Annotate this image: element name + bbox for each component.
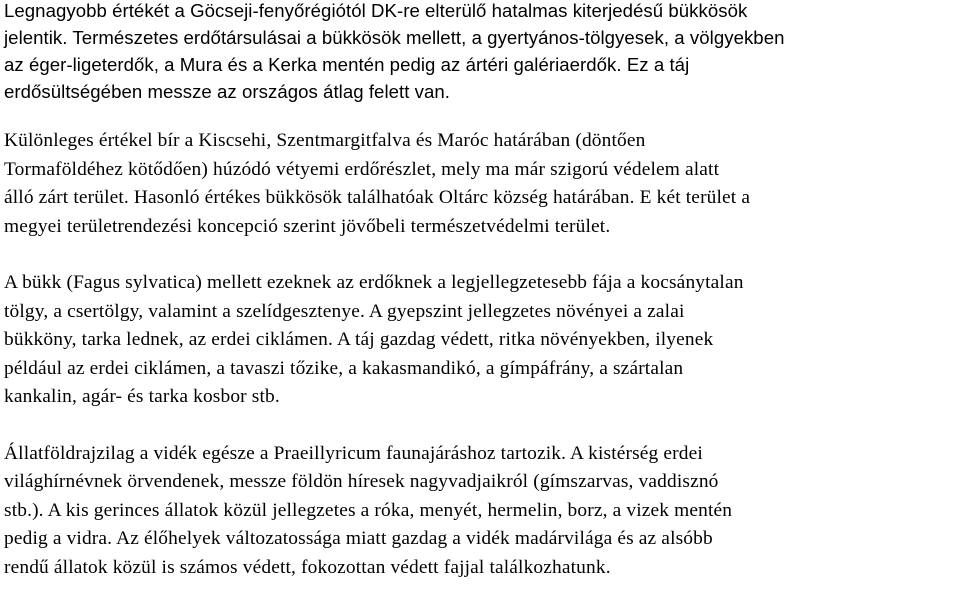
text-line: Különleges értékel bír a Kiscsehi, Szentmargitfalva és Maróc határában (döntően [4, 130, 646, 151]
paragraph-flora [4, 269, 956, 412]
paragraph-protected-areas [4, 127, 956, 241]
text-line: pedig a vidra. Az élőhelyek változatossága miatt gazdag a vidék madárvilága és az alsóbb [4, 528, 713, 549]
paragraph-spacer [4, 412, 956, 440]
text-line: rendű állatok közül is számos védett, fokozottan védett fajjal találkozhatunk. [4, 556, 611, 578]
paragraph-spacer [4, 241, 956, 269]
text-line: Legnagyobb értékét a Göcseji-fenyőrégiótól DK-re elterülő hatalmas kiterjedésű bükkösök [4, 0, 748, 21]
text-line: erdősültségében messze az országos átlag felett van. [4, 81, 451, 102]
text-line: álló zárt terület. Hasonló értékes bükkösök találhatóak Oltárc község határában. E két terület a [4, 187, 751, 208]
text-line: A bükk (Fagus sylvatica) mellett ezeknek az erdőknek a legjellegzetesebb fája a kocsánytalan [4, 272, 744, 293]
text-line: például az erdei ciklámen, a tavaszi tőzike, a kakasmandikó, a gímpáfrány, a szártalan [4, 357, 684, 379]
text-line: az éger-ligeterdők, a Mura és a Kerka mentén pedig az ártéri galériaerdők. Ez a táj [4, 54, 690, 75]
text-line: bükköny, tarka lednek, az erdei ciklámen. A táj gazdag védett, ritka növényekben, ilyenek [4, 329, 714, 350]
paragraph-spacer [4, 105, 956, 127]
document-page [4, 0, 956, 582]
text-line: világhírnévnek örvendenek, messze földön híresek nagyvadjaikról (gímszarvas, vaddisznó [4, 471, 719, 492]
text-line: kankalin, agár- és tarka kosbor stb. [4, 386, 280, 407]
text-line: Állatföldrajzilag a vidék egésze a Praeillyricum faunajáráshoz tartozik. A kistérség erdei [4, 442, 703, 464]
text-line: tölgy, a csertölgy, valamint a szelídgesztenye. A gyepszint jellegzetes növényei a zalai [4, 300, 685, 322]
text-line: stb.). A kis gerinces állatok közül jellegzetes a róka, menyét, hermelin, borz, a vizek mentén [4, 499, 733, 521]
paragraph-fauna [4, 440, 956, 583]
text-line: Tormaföldéhez kötődően) húzódó vétyemi erdőrészlet, mely ma már szigorú védelem alatt [4, 158, 720, 180]
text-line: megyei területrendezési koncepció szerint jövőbeli természetvédelmi terület. [4, 215, 611, 237]
paragraph-forests [4, 0, 956, 105]
text-line: jelentik. Természetes erdőtársulásai a bükkösök mellett, a gyertyános-tölgyesek, a völgyekben [4, 27, 785, 48]
